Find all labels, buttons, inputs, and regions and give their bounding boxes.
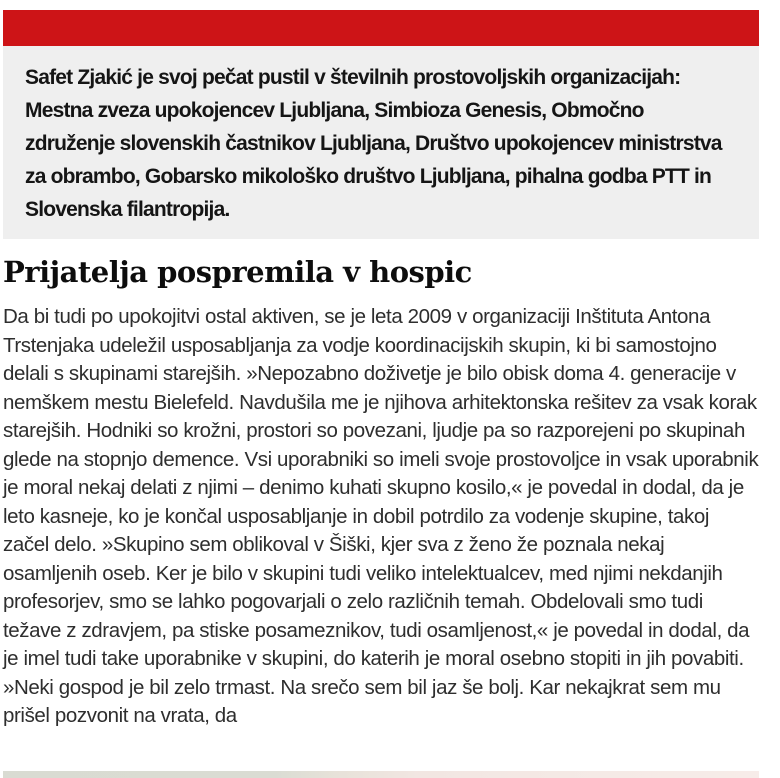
- article-summary-box: [3, 46, 759, 239]
- article-summary-text: Safet Zjakić je svoj pečat pustil v številnih prostovoljskih organizacijah: Mestna zveza upokojencev Ljubljana, Simbioza Genesis, Območno združenje slovenskih častnikov Ljubljana, Društvo upokojencev ministrstva za obrambo, Gobarsko mikološko društvo Ljubljana, pihalna godba PTT in Slovenska filantropija.: [25, 66, 722, 221]
- next-content-image-top-edge: [3, 771, 759, 778]
- red-section-banner: [3, 10, 759, 46]
- article-heading: Prijatelja pospremila v hospic: [3, 255, 472, 289]
- article-page: [0, 10, 780, 778]
- article-body-paragraph: Da bi tudi po upokojitvi ostal aktiven, se je leta 2009 v organizaciji Inštituta Antona Trstenjaka udeležil usposabljanja za vodje koordinacijskih skupin, ki bi samostojno delali s skupinami starejših. »Nepozabno doživetje je bilo obisk doma 4. generacije v nemškem mestu Bielefeld. Navdušila me je njihova arhitektonska rešitev za vsak korak starejših. Hodniki so krožni, prostori so povezani, ljudje pa so razporejeni po skupinah glede na stopnjo demence. Vsi uporabniki so imeli svoje prostovoljce in vsak uporabnik je moral nekaj delati z njimi – denimo kuhati skupno kosilo,« je povedal in dodal, da je leto kasneje, ko je končal usposabljanje in dobil potrdilo za vodenje skupine, takoj začel delo. »Skupino sem oblikoval v Šiški, kjer sva z ženo že poznala nekaj osamljenih oseb. Ker je bilo v skupini tudi veliko intelektualcev, med njimi nekdanjih profesorjev, smo se lahko pogovarjali o zelo različnih temah. Obdelovali smo tudi težave z zdravjem, pa stiske posameznikov, tudi osamljenost,« je povedal in dodal, da je imel tudi take uporabnike v skupini, do katerih je moral osebno stopiti in jih povabiti. »Neki gospod je bil zelo trmast. Na srečo sem bil jaz še bolj. Kar nekajkrat sem mu prišel pozvonit na vrata, da: [3, 305, 759, 727]
- article-content-column: [3, 10, 759, 731]
